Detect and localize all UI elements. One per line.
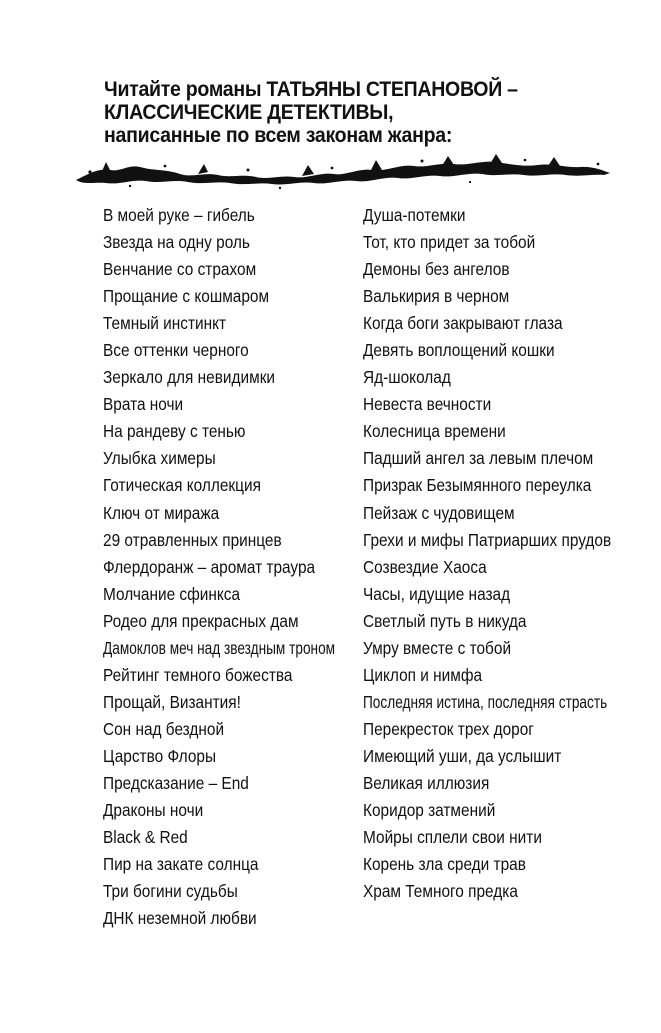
titles-right-column — [363, 204, 653, 907]
book-title: Невеста вечности — [363, 394, 492, 415]
book-title: Родео для прекрасных дам — [103, 610, 299, 631]
book-title: Прощание с кошмаром — [103, 286, 270, 307]
book-title: ДНК неземной любви — [103, 908, 257, 929]
book-title: Великая иллюзия — [363, 772, 490, 793]
book-title: Колесница времени — [363, 421, 506, 442]
book-title: Темный инстинкт — [103, 313, 227, 334]
book-title: Сон над бездной — [103, 718, 225, 739]
book-title: Коридор затмений — [363, 800, 496, 821]
book-title: Дамоклов меч над звездным троном — [103, 637, 336, 658]
book-title: Падший ангел за левым плечом — [363, 448, 594, 469]
book-title: Венчание со страхом — [103, 259, 257, 280]
book-title: Циклоп и нимфа — [363, 664, 483, 685]
book-title: Молчание сфинкса — [103, 583, 241, 604]
book-title: Флердоранж – аромат траура — [103, 556, 316, 577]
book-title: Валькирия в черном — [363, 286, 510, 307]
book-title: Рейтинг темного божества — [103, 664, 293, 685]
book-title: Умру вместе с тобой — [363, 637, 512, 658]
book-title: 29 отравленных принцев — [103, 529, 282, 550]
book-title: Демоны без ангелов — [363, 259, 510, 280]
book-title: Светлый путь в никуда — [363, 610, 527, 631]
book-title: Душа-потемки — [363, 205, 466, 225]
book-title: Храм Темного предка — [363, 881, 518, 902]
book-title: Царство Флоры — [103, 745, 217, 766]
book-title: Готическая коллекция — [103, 475, 261, 496]
page-heading — [104, 78, 588, 147]
heading-line-1: Читайте романы ТАТЬЯНЫ СТЕПАНОВОЙ – — [104, 78, 518, 101]
book-title: Предсказание – End — [103, 772, 249, 793]
book-title: Пир на закате солнца — [103, 854, 259, 875]
book-title: Зеркало для невидимки — [103, 367, 276, 388]
book-title: Три богини судьбы — [103, 881, 238, 902]
heading-line-2: КЛАССИЧЕСКИЕ ДЕТЕКТИВЫ, — [104, 101, 394, 124]
book-title: Призрак Безымянного переулка — [363, 475, 592, 496]
torn-brush-divider-icon — [70, 150, 615, 190]
book-title: Black & Red — [103, 827, 188, 848]
book-title: Ключ от миража — [103, 502, 220, 523]
book-title: Когда боги закрывают глаза — [363, 313, 563, 334]
book-title: Грехи и мифы Патриарших прудов — [363, 529, 612, 550]
heading-line-3: написанные по всем законам жанра: — [104, 124, 453, 147]
book-title: Созвездие Хаоса — [363, 556, 487, 577]
book-title: Все оттенки черного — [103, 340, 249, 361]
book-title: Мойры сплели свои нити — [363, 827, 542, 848]
book-title: Улыбка химеры — [103, 448, 216, 469]
book-title: Последняя истина, последняя страсть — [363, 691, 608, 712]
book-title: Тот, кто придет за тобой — [363, 232, 536, 253]
book-title: Звезда на одну роль — [103, 232, 250, 253]
book-title: Пейзаж с чудовищем — [363, 502, 515, 523]
book-title: Имеющий уши, да услышит — [363, 745, 562, 766]
book-title: На рандеву с тенью — [103, 421, 246, 442]
book-title: Врата ночи — [103, 394, 184, 415]
book-title: Яд-шоколад — [363, 367, 451, 388]
book-title: Корень зла среди трав — [363, 854, 526, 875]
book-title: Часы, идущие назад — [363, 583, 511, 604]
titles-left-column — [103, 204, 358, 934]
book-title: Драконы ночи — [103, 800, 204, 821]
book-title: Девять воплощений кошки — [363, 340, 555, 361]
book-title: Перекресток трех дорог — [363, 718, 534, 739]
book-title: В моей руке – гибель — [103, 205, 255, 225]
book-title: Прощай, Византия! — [103, 691, 241, 712]
